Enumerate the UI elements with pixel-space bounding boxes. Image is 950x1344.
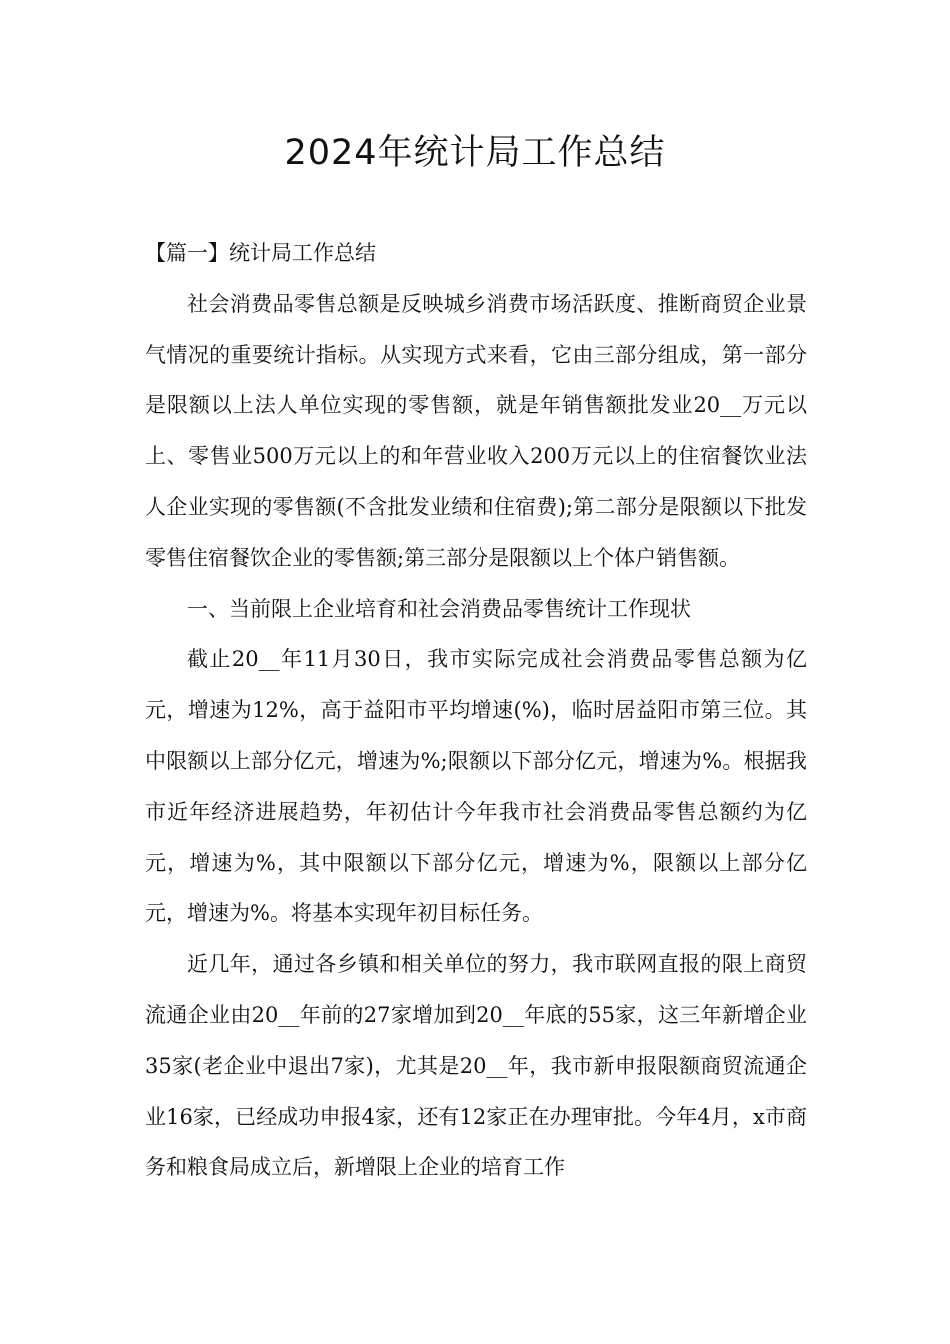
section-label: 【篇一】统计局工作总结 xyxy=(145,241,376,265)
paragraph-enterprise-growth: 近几年，通过各乡镇和相关单位的努力，我市联网直报的限上商贸流通企业由20__年前的27家增加到20__年底的55家，这三年新增企业35家(老企业中退出7家)，尤其是20__年，我市新申报限额商贸流通企业16家，已经成功申报4家，还有12家正在办理审批。今年4月，x市商务和粮食局成立后，新增限上企业的培育工作 xyxy=(145,952,807,1180)
paragraph-retail-statistics: 截止20__年11月30日，我市实际完成社会消费品零售总额为亿元，增速为12%，高于益阳市平均增速(%)，临时居益阳市第三位。其中限额以上部分亿元，增速为%;限额以下部分亿元，增速为%。根据我市近年经济进展趋势，年初估计今年我市社会消费品零售总额约为亿元，增速为%，其中限额以下部分亿元，增速为%，限额以上部分亿元，增速为%。将基本实现年初目标任务。 xyxy=(145,647,807,926)
document-title: 2024年统计局工作总结 xyxy=(284,133,666,173)
document-body xyxy=(145,228,807,1193)
paragraph-retail-overview: 社会消费品零售总额是反映城乡消费市场活跃度、推断商贸企业景气情况的重要统计指标。从实现方式来看，它由三部分组成，第一部分是限额以上法人单位实现的零售额，就是年销售额批发业20__万元以上、零售业500万元以上的和年营业收入200万元以上的住宿餐饮业法人企业实现的零售额(不含批发业绩和住宿费);第二部分是限额以下批发零售住宿餐饮企业的零售额;第三部分是限额以上个体户销售额。 xyxy=(145,291,807,570)
paragraph-section-heading: 一、当前限上企业培育和社会消费品零售统计工作现状 xyxy=(187,596,691,621)
